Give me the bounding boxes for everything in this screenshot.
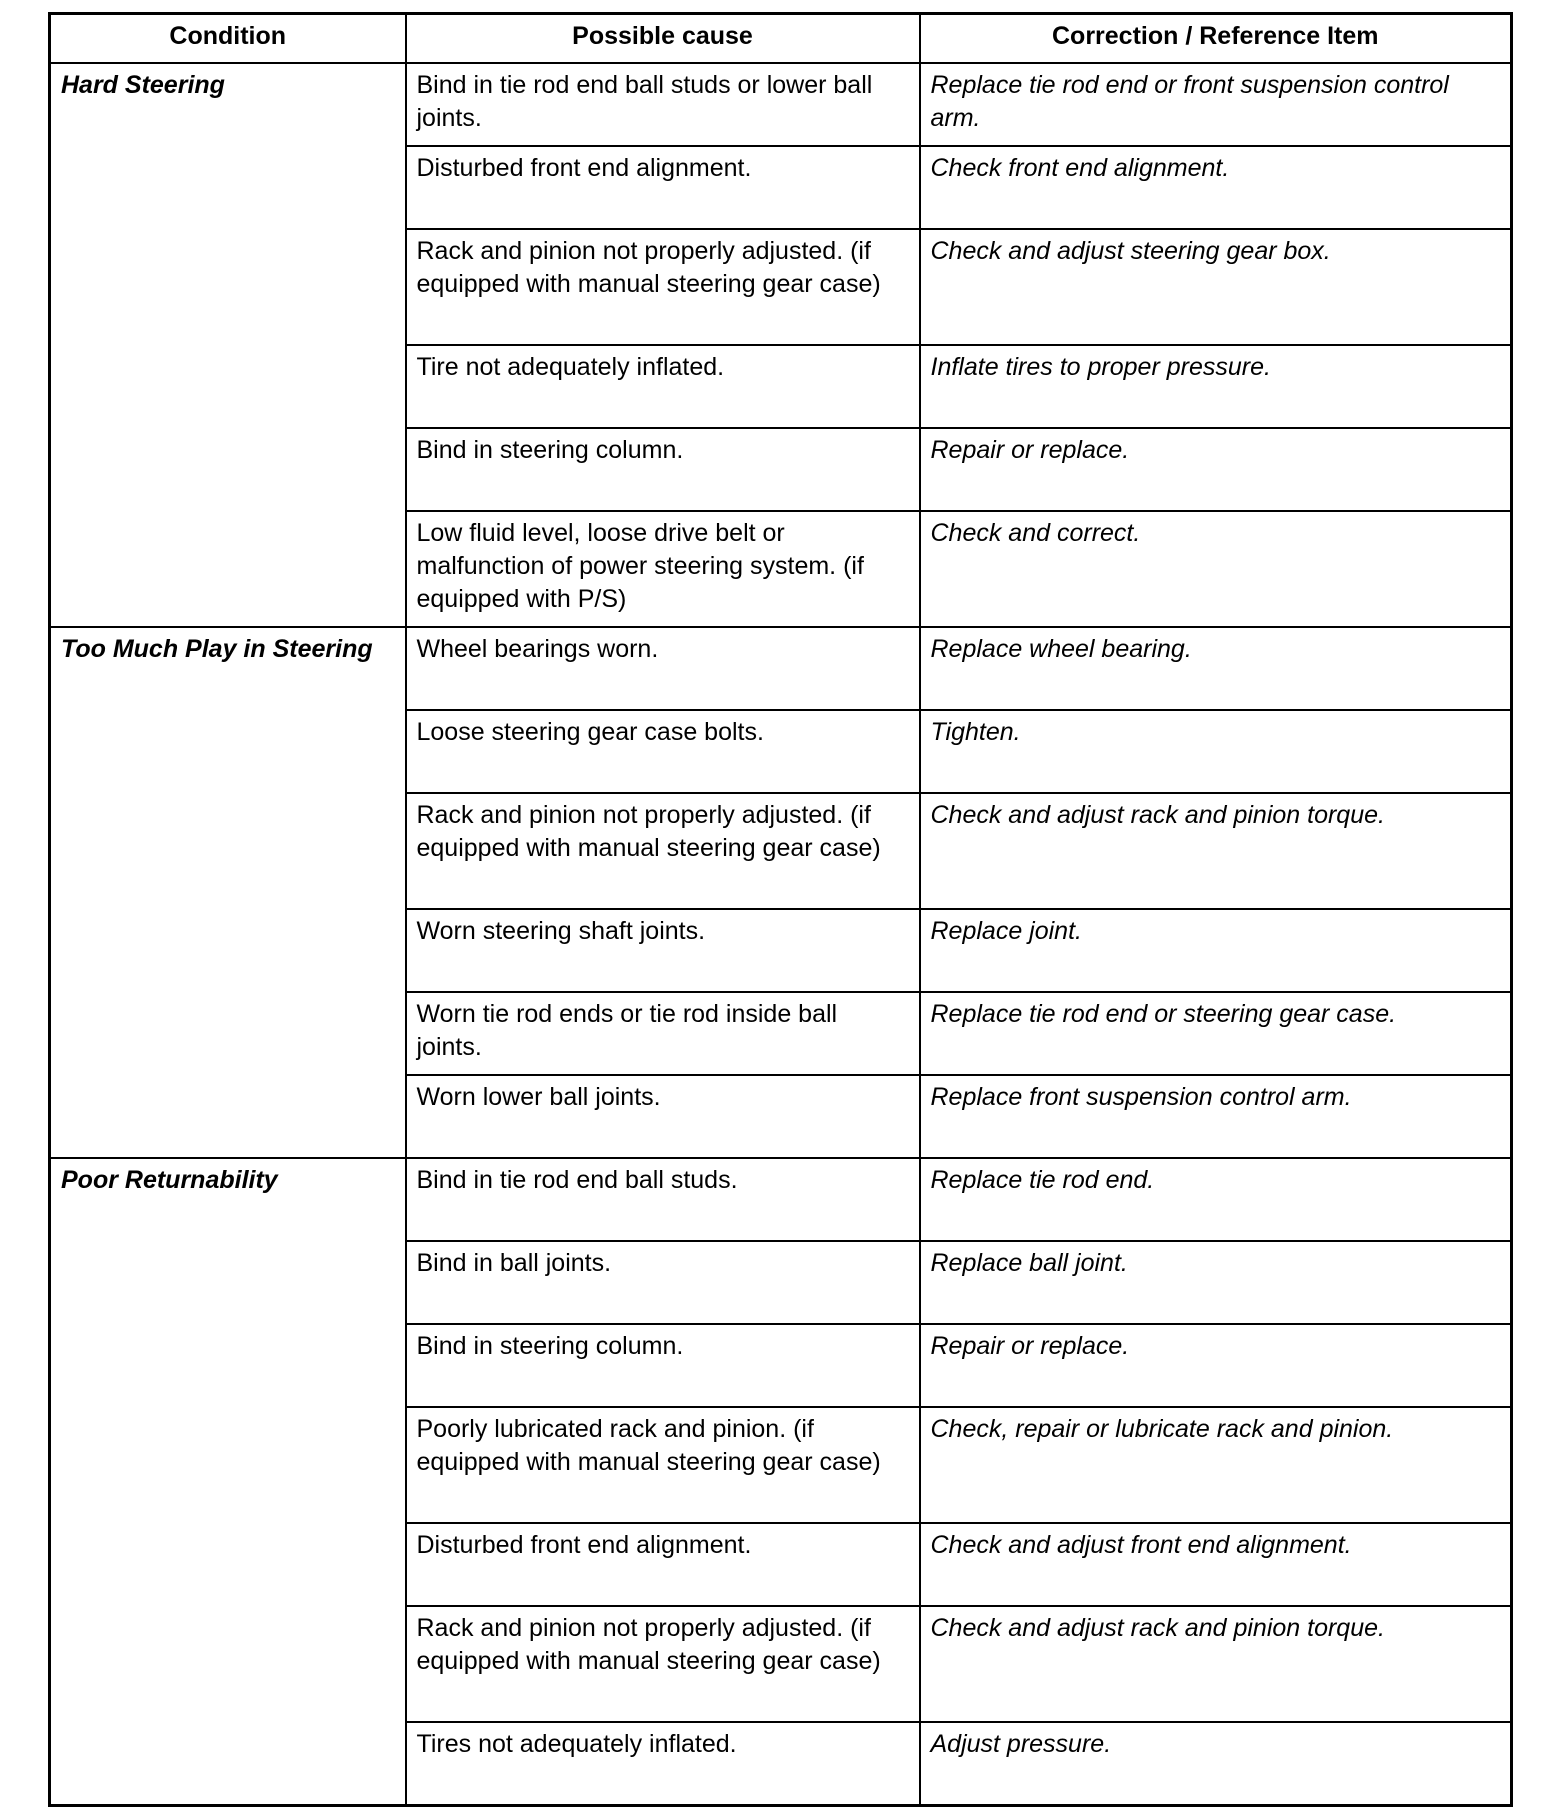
- header-possible-cause: Possible cause: [406, 14, 920, 64]
- correction-cell: Tighten.: [920, 710, 1512, 793]
- cause-cell: Worn lower ball joints.: [406, 1075, 920, 1158]
- correction-cell: Replace tie rod end.: [920, 1158, 1512, 1241]
- header-row: [50, 14, 1512, 64]
- correction-cell: Check and adjust front end alignment.: [920, 1523, 1512, 1606]
- cause-cell: Tire not adequately inflated.: [406, 345, 920, 428]
- correction-cell: Replace tie rod end or steering gear case.: [920, 992, 1512, 1075]
- correction-cell: Inflate tires to proper pressure.: [920, 345, 1512, 428]
- condition-cell: Hard Steering: [50, 63, 406, 627]
- correction-cell: Replace tie rod end or front suspension control arm.: [920, 63, 1512, 146]
- correction-cell: Check and adjust rack and pinion torque.: [920, 1606, 1512, 1722]
- cause-cell: Loose steering gear case bolts.: [406, 710, 920, 793]
- table-row: [50, 1158, 1512, 1241]
- cause-cell: Low fluid level, loose drive belt or malfunction of power steering system. (if equipped with P/S): [406, 511, 920, 627]
- correction-cell: Replace wheel bearing.: [920, 627, 1512, 710]
- cause-cell: Bind in ball joints.: [406, 1241, 920, 1324]
- correction-cell: Replace ball joint.: [920, 1241, 1512, 1324]
- correction-cell: Check front end alignment.: [920, 146, 1512, 229]
- correction-cell: Check, repair or lubricate rack and pinion.: [920, 1407, 1512, 1523]
- correction-cell: Adjust pressure.: [920, 1722, 1512, 1806]
- correction-cell: Repair or replace.: [920, 1324, 1512, 1407]
- header-condition: Condition: [50, 14, 406, 64]
- cause-cell: Disturbed front end alignment.: [406, 146, 920, 229]
- correction-cell: Replace front suspension control arm.: [920, 1075, 1512, 1158]
- correction-cell: Repair or replace.: [920, 428, 1512, 511]
- header-correction: Correction / Reference Item: [920, 14, 1512, 64]
- correction-cell: Check and adjust rack and pinion torque.: [920, 793, 1512, 909]
- cause-cell: Rack and pinion not properly adjusted. (if equipped with manual steering gear case): [406, 793, 920, 909]
- cause-cell: Disturbed front end alignment.: [406, 1523, 920, 1606]
- table-row: [50, 627, 1512, 710]
- cause-cell: Worn tie rod ends or tie rod inside ball joints.: [406, 992, 920, 1075]
- condition-cell: Poor Returnability: [50, 1158, 406, 1806]
- correction-cell: Check and adjust steering gear box.: [920, 229, 1512, 345]
- cause-cell: Poorly lubricated rack and pinion. (if equipped with manual steering gear case): [406, 1407, 920, 1523]
- troubleshooting-table: [48, 12, 1513, 1807]
- cause-cell: Rack and pinion not properly adjusted. (if equipped with manual steering gear case): [406, 229, 920, 345]
- condition-cell: Too Much Play in Steering: [50, 627, 406, 1158]
- cause-cell: Bind in tie rod end ball studs or lower ball joints.: [406, 63, 920, 146]
- table-row: [50, 63, 1512, 146]
- cause-cell: Bind in tie rod end ball studs.: [406, 1158, 920, 1241]
- cause-cell: Bind in steering column.: [406, 428, 920, 511]
- cause-cell: Wheel bearings worn.: [406, 627, 920, 710]
- cause-cell: Bind in steering column.: [406, 1324, 920, 1407]
- correction-cell: Check and correct.: [920, 511, 1512, 627]
- correction-cell: Replace joint.: [920, 909, 1512, 992]
- cause-cell: Tires not adequately inflated.: [406, 1722, 920, 1806]
- cause-cell: Rack and pinion not properly adjusted. (if equipped with manual steering gear case): [406, 1606, 920, 1722]
- cause-cell: Worn steering shaft joints.: [406, 909, 920, 992]
